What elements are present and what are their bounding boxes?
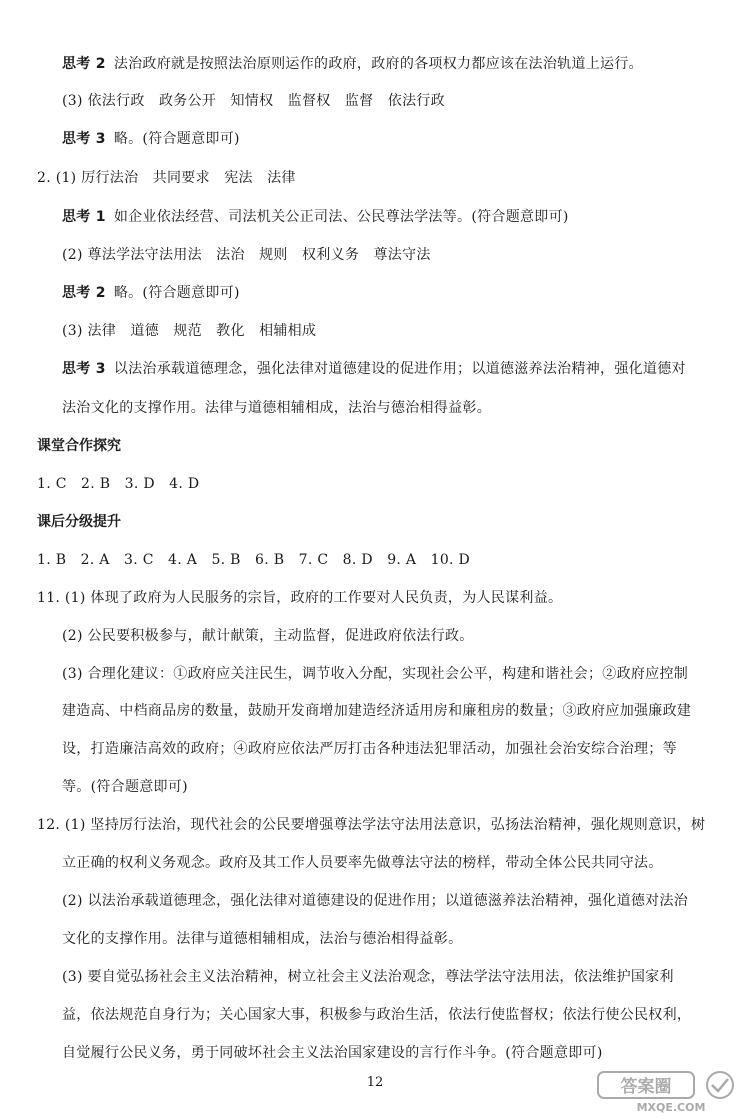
text-line — [62, 283, 240, 303]
line-text: 略。(符合题意即可) — [113, 285, 240, 301]
text-line — [62, 207, 569, 227]
answer-line: 1. C 2. B 3. D 4. D — [37, 476, 200, 492]
q12-line: (2) 以法治承载道德理念，强化法律对道德建设的促进作用；以道德滋养法治精神，强化道德对法治 — [62, 893, 689, 909]
line-text: 法治文化的支撑作用。法律与道德相辅相成，法治与德治相得益彰。 — [62, 400, 491, 416]
line-label: 思考 2 — [62, 56, 106, 72]
line-text: 2. (1) 厉行法治 共同要求 宪法 法律 — [37, 170, 296, 186]
q12-line: 12. (1) 坚持厉行法治，现代社会的公民要增强尊法学法守法用法意识，弘扬法治精神，强化规则意识，树 — [37, 817, 706, 833]
line-label: 思考 3 — [62, 131, 106, 147]
q12-line: 自觉履行公民义务，勇于同破坏社会主义法治国家建设的言行作斗争。(符合题意即可) — [62, 1045, 603, 1061]
q12-line: 立正确的权利义务观念。政府及其工作人员要率先做尊法守法的榜样，带动全体公民共同守法。 — [62, 855, 663, 871]
text-line — [62, 398, 491, 418]
q11-line: 建造高、中档商品房的数量，鼓励开发商增加建造经济适用房和廉租房的数量；③政府应加强廉政建 — [62, 703, 692, 719]
watermark-subtext: MXQE.COM — [636, 1101, 706, 1114]
page-number: 12 — [366, 1075, 384, 1090]
text-line — [62, 321, 316, 341]
text-line — [62, 359, 686, 379]
answer-line: 1. B 2. A 3. C 4. A 5. B 6. B 7. C 8. D 9. A 10. D — [37, 552, 471, 568]
q11-line: 等。(符合题意即可) — [62, 779, 188, 795]
q12-line: 文化的支撑作用。法律与道德相辅相成，法治与德治相得益彰。 — [62, 931, 463, 947]
line-text: 法治政府就是按照法治原则运作的政府，政府的各项权力都应该在法治轨道上运行。 — [113, 56, 643, 72]
q12-line: 益，依法规范自身行为；关心国家大事，积极参与政治生活，依法行使监督权；依法行使公民权利， — [62, 1007, 692, 1023]
watermark-logo — [596, 1070, 746, 1114]
text-line — [62, 129, 240, 149]
line-text: 以法治承载道德理念，强化法律对道德建设的促进作用；以道德滋养法治精神，强化道德对 — [113, 361, 686, 377]
q11-line: (3) 合理化建议：①政府应关注民生，调节收入分配，实现社会公平，构建和谐社会；②政府应控制 — [62, 666, 689, 682]
q12-line: (3) 要自觉弘扬社会主义法治精神，树立社会主义法治观念，尊法学法守法用法，依法维护国家利 — [62, 969, 674, 985]
line-text: 如企业依法经营、司法机关公正司法、公民尊法学法等。(符合题意即可) — [113, 209, 569, 225]
line-label: 思考 1 — [62, 209, 106, 225]
line-text: (3) 依法行政 政务公开 知情权 监督权 监督 依法行政 — [62, 93, 445, 109]
section-heading: 课堂合作探究 — [37, 438, 121, 454]
line-text: (3) 法律 道德 规范 教化 相辅相成 — [62, 323, 317, 339]
q11-line: (2) 公民要积极参与，献计献策，主动监督，促进政府依法行政。 — [62, 628, 474, 644]
text-line — [62, 245, 431, 265]
line-text: (2) 尊法学法守法用法 法治 规则 权利义务 尊法守法 — [62, 247, 431, 263]
text-line — [37, 168, 296, 188]
line-label: 思考 2 — [62, 285, 106, 301]
line-label: 思考 3 — [62, 361, 106, 377]
text-line — [62, 91, 445, 111]
text-line — [62, 54, 643, 74]
line-text: 略。(符合题意即可) — [113, 131, 240, 147]
q11-line: 设，打造廉洁高效的政府；④政府应依法严厉打击各种违法犯罪活动，加强社会治安综合治理；等 — [62, 741, 677, 757]
watermark-text: 答案圈 — [620, 1077, 672, 1097]
q11-line: 11. (1) 体现了政府为人民服务的宗旨，政府的工作要对人民负责，为人民谋利益。 — [37, 590, 563, 606]
section-heading: 课后分级提升 — [37, 514, 121, 530]
